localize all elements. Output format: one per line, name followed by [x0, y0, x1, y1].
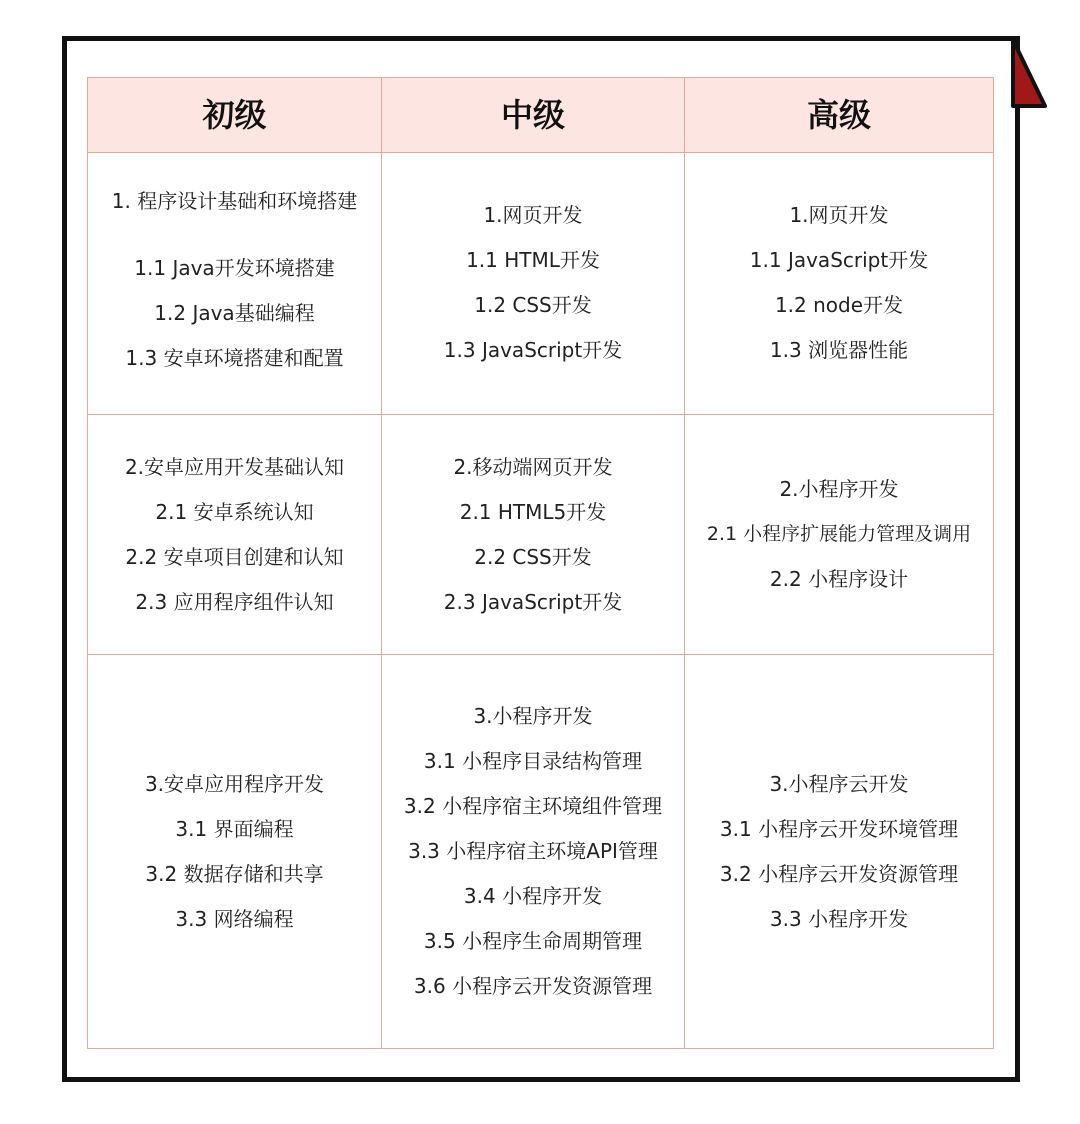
folded-corner-icon: [1011, 40, 1047, 110]
cell-advanced-3: [685, 655, 994, 1049]
header-intermediate: 中级: [382, 78, 685, 153]
cell-lines: [685, 762, 993, 942]
list-item: 1.1 JavaScript开发: [749, 247, 929, 272]
list-item: 3.小程序开发: [473, 704, 593, 728]
table-row-3: [88, 655, 994, 1049]
list-item: 2.安卓应用开发基础认知: [124, 454, 345, 479]
list-item: 3.小程序云开发: [769, 771, 909, 796]
list-item: 3.1 小程序目录结构管理: [423, 749, 643, 773]
cell-beginner-2: [88, 415, 382, 655]
cell-lines: [88, 179, 381, 381]
cell-intermediate-2: [382, 415, 685, 655]
list-item: 1.2 Java基础编程: [154, 300, 315, 325]
table-row-2: [88, 415, 994, 655]
cell-lines: [685, 193, 993, 373]
cell-beginner-3: [88, 655, 382, 1049]
list-item: 3.2 数据存储和共享: [145, 861, 324, 886]
cell-advanced-2: [685, 415, 994, 655]
list-item: 3.2 小程序云开发资源管理: [719, 861, 959, 886]
cell-lines: [382, 193, 684, 373]
list-item: 3.2 小程序宿主环境组件管理: [403, 794, 663, 818]
cell-lines: [88, 762, 381, 942]
list-item: 2.2 CSS开发: [474, 544, 592, 569]
list-item: 2.1 HTML5开发: [459, 499, 607, 524]
list-item: 2.2 安卓项目创建和认知: [125, 544, 344, 569]
header-row: [88, 78, 994, 153]
list-item: 1.2 CSS开发: [474, 292, 592, 317]
cell-beginner-1: [88, 153, 382, 415]
list-item: 2.移动端网页开发: [453, 454, 613, 479]
cell-lines: [382, 445, 684, 625]
cell-intermediate-3: [382, 655, 685, 1049]
list-item: 2.1 小程序扩展能力管理及调用: [706, 523, 972, 545]
list-item: 1.2 node开发: [774, 292, 904, 317]
list-item: 1.网页开发: [789, 202, 889, 227]
list-item: 3.安卓应用程序开发: [144, 771, 325, 796]
cell-advanced-1: [685, 153, 994, 415]
header-beginner: 初级: [88, 78, 382, 153]
list-item: 2.1 安卓系统认知: [155, 499, 314, 524]
list-item: 3.1 界面编程: [175, 816, 294, 841]
list-item: 1.网页开发: [483, 202, 583, 227]
list-item: 2.3 应用程序组件认知: [135, 589, 334, 614]
list-item: 3.5 小程序生命周期管理: [423, 929, 643, 953]
curriculum-table: [87, 77, 994, 1049]
list-item: 1.3 浏览器性能: [769, 337, 909, 362]
cell-lines: [382, 694, 684, 1009]
list-item: 3.3 小程序宿主环境API管理: [408, 839, 658, 863]
cell-intermediate-1: [382, 153, 685, 415]
header-advanced: 高级: [685, 78, 994, 153]
list-item: 3.6 小程序云开发资源管理: [413, 974, 653, 998]
list-item: 3.3 小程序开发: [769, 906, 909, 931]
list-item: 1.3 JavaScript开发: [443, 337, 623, 362]
table-row-1: [88, 153, 994, 415]
list-item: 3.3 网络编程: [175, 906, 294, 931]
list-item: 2.小程序开发: [779, 477, 899, 501]
list-item: 1.3 安卓环境搭建和配置: [125, 345, 344, 370]
list-item: 1.1 Java开发环境搭建: [134, 255, 335, 280]
list-item: 3.4 小程序开发: [463, 884, 603, 908]
cell-lines: [88, 445, 381, 625]
list-item: 3.1 小程序云开发环境管理: [719, 816, 959, 841]
list-item: 1. 程序设计基础和环境搭建: [111, 188, 358, 213]
list-item: 2.3 JavaScript开发: [443, 589, 623, 614]
list-item: 2.2 小程序设计: [769, 567, 909, 591]
list-item: 1.1 HTML开发: [466, 247, 600, 272]
cell-lines: [685, 467, 993, 602]
